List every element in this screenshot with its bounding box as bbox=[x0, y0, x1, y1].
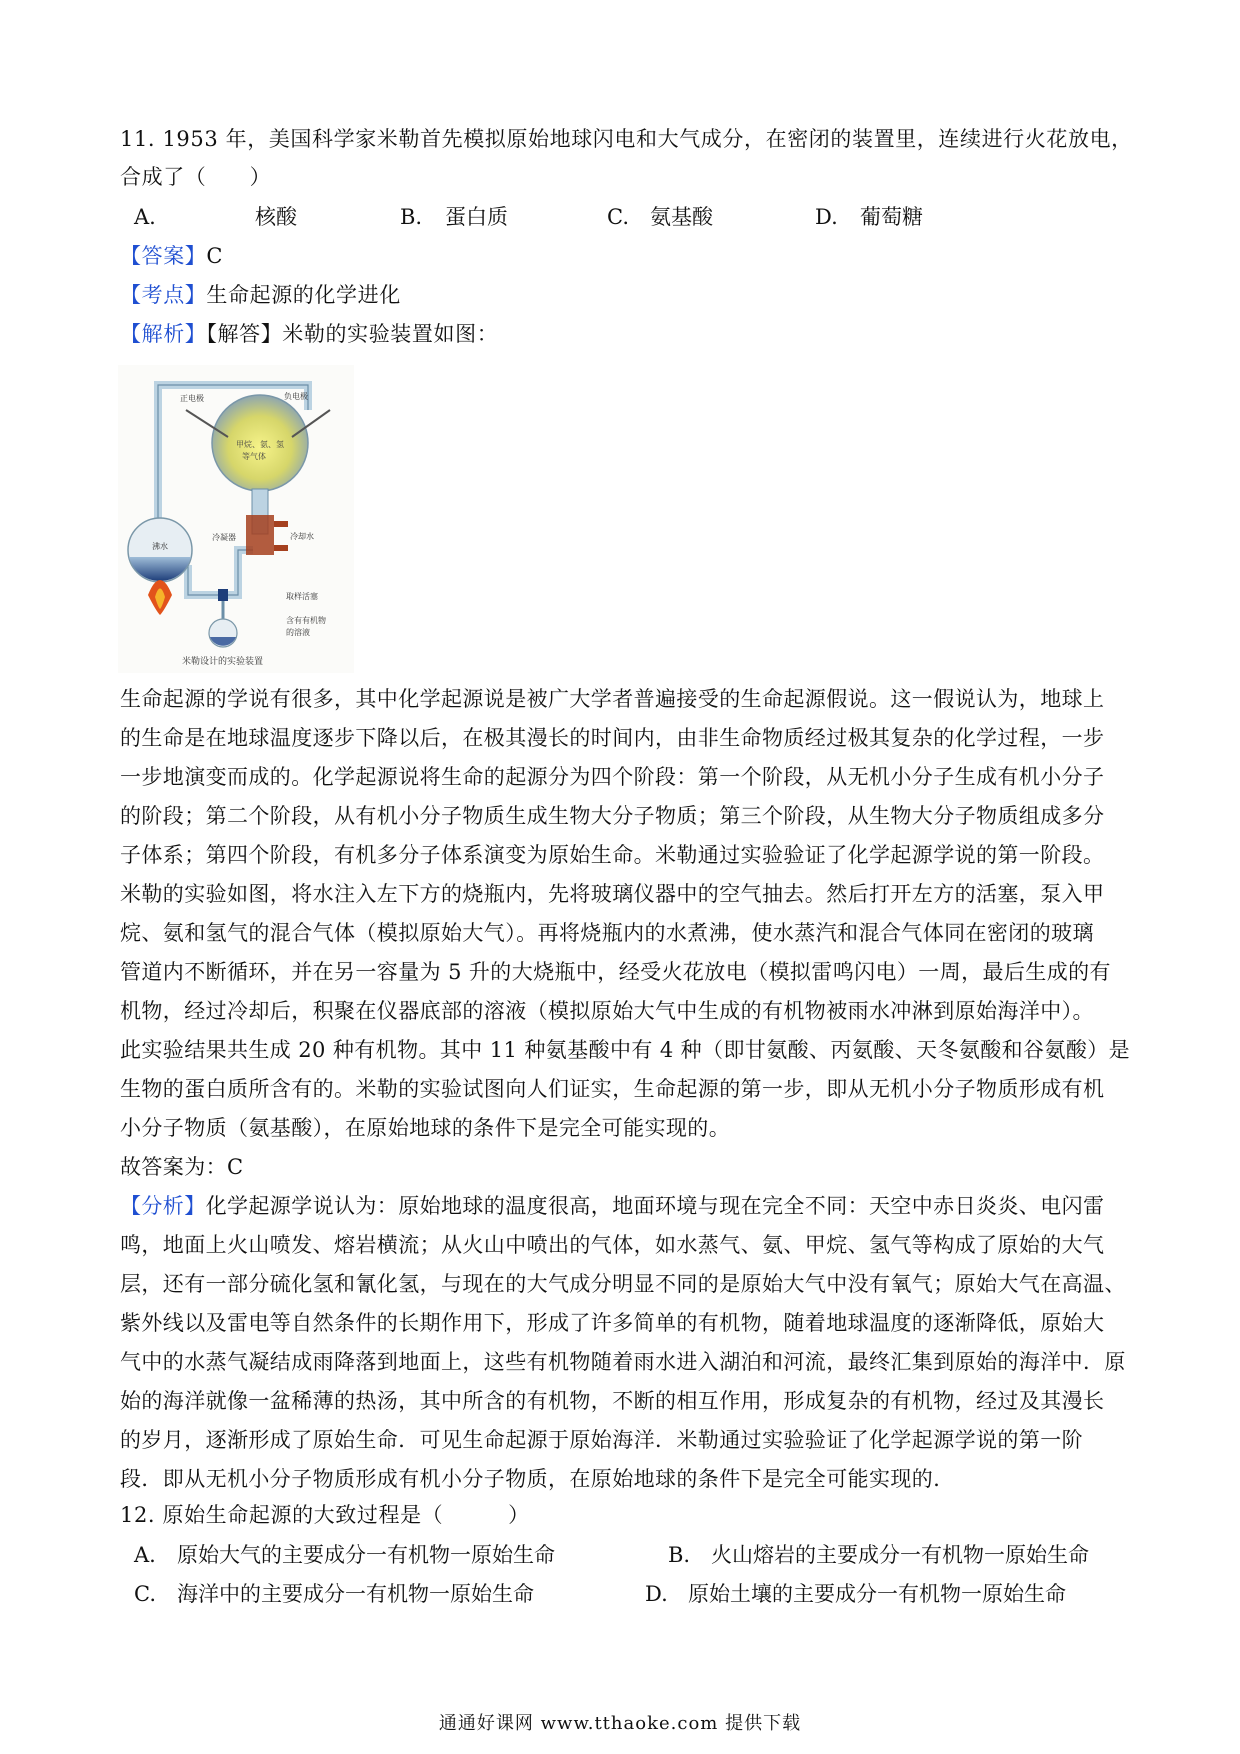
point-value: 生命起源的化学进化 bbox=[206, 283, 401, 307]
q12-option-b-text: 火山熔岩的主要成分一有机物一原始生命 bbox=[711, 1543, 1089, 1567]
fenxi-body bbox=[120, 1187, 1130, 1499]
label-cooling-water: 冷却水 bbox=[290, 532, 314, 541]
analysis-intro: 【解答】米勒的实验装置如图： bbox=[206, 322, 499, 346]
body-line: 小分子物质（氨基酸），在原始地球的条件下是完全可能实现的。 bbox=[120, 1116, 731, 1140]
q12-stem: 12. 原始生命起源的大致过程是（ ） bbox=[120, 1503, 530, 1527]
label-negative-electrode: 负电极 bbox=[284, 392, 308, 401]
q11-option-d-letter: D. bbox=[815, 205, 838, 229]
fenxi-tag: 【分析】 bbox=[120, 1194, 206, 1218]
point-tag: 【考点】 bbox=[120, 283, 207, 307]
label-solution-line2: 的溶液 bbox=[286, 628, 310, 637]
q12-option-b-letter: B. bbox=[668, 1543, 691, 1567]
body-line: 烷、氨和氢气的混合气体（模拟原始大气）。再将烧瓶内的水煮沸，使水蒸汽和混合气体同在密闭的玻璃 bbox=[120, 921, 1094, 945]
q11-answer-line bbox=[120, 243, 223, 269]
q12-option-d-text: 原始土壤的主要成分一有机物一原始生命 bbox=[688, 1582, 1066, 1606]
fenxi-line: 气中的水蒸气凝结成雨降落到地面上，这些有机物随着雨水进入湖泊和河流，最终汇集到原始的海洋中．原 bbox=[120, 1350, 1126, 1374]
body-line: 一步地演变而成的。化学起源说将生命的起源分为四个阶段：第一个阶段，从无机小分子生成有机小分子 bbox=[120, 765, 1105, 789]
body-line: 子体系；第四个阶段，有机多分子体系演变为原始生命。米勒通过实验验证了化学起源学说的第一阶段。 bbox=[120, 843, 1105, 867]
label-solution-line1: 含有有机物 bbox=[286, 616, 326, 625]
q12-option-a-letter: A. bbox=[134, 1543, 156, 1567]
q11-option-a-letter: A. bbox=[134, 205, 156, 229]
fenxi-line: 层，还有一部分硫化氢和氰化氢，与现在的大气成分明显不同的是原始大气中没有氧气；原始大气在高温、 bbox=[120, 1272, 1126, 1296]
answer-tag: 【答案】 bbox=[120, 244, 207, 268]
q11-point-line bbox=[120, 282, 401, 308]
q11-option-d-text: 葡萄糖 bbox=[860, 205, 923, 229]
q11-option-b-letter: B. bbox=[400, 205, 423, 229]
body-line: 生物的蛋白质所含有的。米勒的实验试图向人们证实，生命起源的第一步，即从无机小分子物质形成有机 bbox=[120, 1077, 1105, 1101]
analysis-tag: 【解析】 bbox=[120, 322, 207, 346]
q12-option-c-text: 海洋中的主要成分一有机物一原始生命 bbox=[177, 1582, 534, 1606]
body-line: 的阶段；第二个阶段，从有机小分子物质生成生物大分子物质；第三个阶段，从生物大分子物质组成多分 bbox=[120, 804, 1105, 828]
body-line: 生命起源的学说有很多，其中化学起源说是被广大学者普遍接受的生命起源假说。这一假说认为，地球上 bbox=[120, 687, 1105, 711]
miller-apparatus-figure bbox=[118, 365, 354, 673]
body-line: 机物，经过冷却后，积聚在仪器底部的溶液（模拟原始大气中生成的有机物被雨水冲淋到原始海洋中）。 bbox=[120, 999, 1094, 1023]
page-footer: 通通好课网 www.tthaoke.com 提供下载 bbox=[438, 1713, 802, 1734]
label-positive-electrode: 正电极 bbox=[180, 394, 204, 403]
fenxi-line-first: 【分析】化学起源学说认为：原始地球的温度很高，地面环境与现在完全不同：天空中赤日炎炎、电闪雷 bbox=[120, 1194, 1105, 1218]
figure-caption: 米勒设计的实验装置 bbox=[182, 657, 264, 667]
q11-option-b-text: 蛋白质 bbox=[445, 205, 508, 229]
analysis-body bbox=[120, 680, 1130, 1187]
miller-apparatus-diagram bbox=[118, 365, 354, 673]
answer-value: C bbox=[206, 244, 224, 268]
fenxi-line: 的岁月，逐渐形成了原始生命．可见生命起源于原始海洋．米勒通过实验验证了化学起源学说的第一阶 bbox=[120, 1428, 1083, 1452]
label-condenser: 冷凝器 bbox=[212, 533, 236, 542]
fenxi-line: 鸣，地面上火山喷发、熔岩横流；从火山中喷出的气体，如水蒸气、氨、甲烷、氢气等构成了原始的大气 bbox=[120, 1233, 1105, 1257]
q11-option-c-text: 氨基酸 bbox=[650, 205, 713, 229]
q11-option-c-letter: C. bbox=[607, 205, 629, 229]
label-gas-line1: 甲烷、氨、氢 bbox=[236, 440, 284, 449]
fenxi-line: 紫外线以及雷电等自然条件的长期作用下，形成了许多简单的有机物，随着地球温度的逐渐降低，原始大 bbox=[120, 1311, 1105, 1335]
body-line: 的生命是在地球温度逐步下降以后，在极其漫长的时间内，由非生命物质经过极其复杂的化学过程，一步 bbox=[120, 726, 1105, 750]
body-line: 管道内不断循环，并在另一容量为 5 升的大烧瓶中，经受火花放电（模拟雷鸣闪电）一周，最后生成的有 bbox=[120, 960, 1111, 984]
q12-option-c-letter: C. bbox=[134, 1582, 156, 1606]
body-line: 米勒的实验如图，将水注入左下方的烧瓶内，先将玻璃仪器中的空气抽去。然后打开左方的活塞，泵入甲 bbox=[120, 882, 1105, 906]
label-boiling-water: 沸水 bbox=[152, 542, 168, 551]
q11-stem-line1: 11. 1953 年，美国科学家米勒首先模拟原始地球闪电和大气成分，在密闭的装置里，连续进行火花放电， bbox=[120, 127, 1133, 151]
fenxi-line: 始的海洋就像一盆稀薄的热汤，其中所含的有机物，不断的相互作用，形成复杂的有机物，经过及其漫长 bbox=[120, 1389, 1105, 1413]
body-line: 此实验结果共生成 20 种有机物。其中 11 种氨基酸中有 4 种（即甘氨酸、丙氨酸、天冬氨酸和谷氨酸）是 bbox=[120, 1038, 1131, 1062]
q11-analysis-line bbox=[120, 321, 498, 347]
q11-option-a-text: 核酸 bbox=[255, 205, 297, 229]
final-answer-line: 故答案为：C bbox=[120, 1155, 244, 1179]
fenxi-line: 段．即从无机小分子物质形成有机小分子物质，在原始地球的条件下是完全可能实现的． bbox=[120, 1467, 955, 1491]
q12-option-a-text: 原始大气的主要成分一有机物一原始生命 bbox=[177, 1543, 555, 1567]
label-sampling-valve: 取样活塞 bbox=[286, 592, 318, 601]
label-gas-line2: 等气体 bbox=[242, 452, 266, 461]
q11-stem-line2: 合成了（ ） bbox=[120, 165, 272, 189]
q12-option-d-letter: D. bbox=[645, 1582, 668, 1606]
